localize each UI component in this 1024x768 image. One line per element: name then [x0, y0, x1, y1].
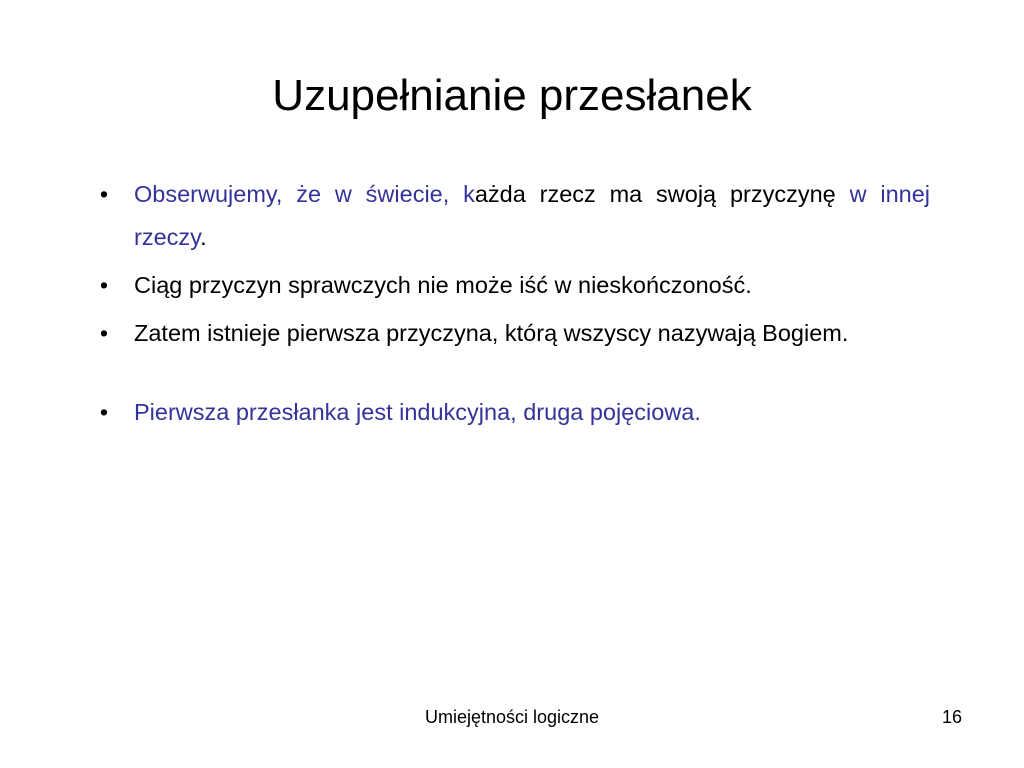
- bullet-dot: •: [99, 181, 109, 207]
- bullet-item: [94, 264, 930, 307]
- bullet-text: [134, 181, 930, 250]
- bullet-list: [94, 173, 930, 439]
- bullet-dot: •: [99, 399, 109, 425]
- bullet-text-accent: Pierwsza przesłanka jest indukcyjna, druga pojęciowa.: [134, 399, 701, 425]
- bullet-dot: •: [99, 320, 109, 346]
- bullet-dot: •: [99, 272, 109, 298]
- bullet-item: [94, 391, 930, 434]
- bullet-item: [94, 312, 930, 355]
- bullet-text-accent: w innej rzeczy: [134, 181, 931, 250]
- slide-title: Uzupełnianie przesłanek: [272, 71, 752, 120]
- page-number: 16: [941, 707, 962, 727]
- bullet-text-accent: Obserwujemy, że w świecie, k: [134, 181, 475, 207]
- bullet-text: Ciąg przyczyn sprawczych nie może iść w nieskończoność.: [134, 272, 752, 298]
- bullet-text-plain: .: [200, 224, 207, 250]
- bullet-item: [94, 173, 930, 259]
- bullet-text-plain: ażda rzecz ma swoją przyczynę: [474, 181, 850, 207]
- footer-title: Umiejętności logiczne: [424, 707, 600, 727]
- bullet-text: Zatem istnieje pierwsza przyczyna, którą wszyscy nazywają Bogiem.: [134, 320, 849, 346]
